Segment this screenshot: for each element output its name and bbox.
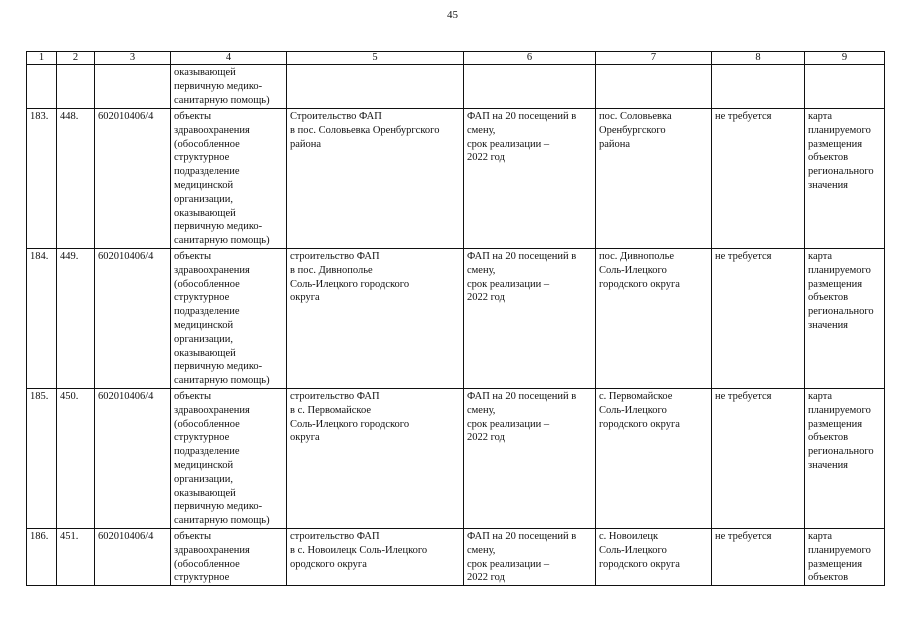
cell-index: 183. — [27, 109, 57, 249]
cell-object-type: объекты здравоохранения (обособленное структурное подразделение медицинской организации, оказывающей первичную медико- санитарную помощь) — [171, 248, 287, 388]
cell-index: 186. — [27, 528, 57, 585]
cell-number: 451. — [57, 528, 95, 585]
cell-number — [57, 65, 95, 109]
cell-name: строительство ФАП в с. Новоилецк Соль-Илецкого ородского округа — [287, 528, 464, 585]
column-number: 9 — [805, 52, 885, 65]
cell-characteristics: ФАП на 20 посещений в смену, срок реализации – 2022 год — [464, 109, 596, 249]
cell-code: 602010406/4 — [95, 109, 171, 249]
page-number: 45 — [447, 9, 458, 21]
column-number: 1 — [27, 52, 57, 65]
cell-location: с. Новоилецк Соль-Илецкого городского округа — [596, 528, 712, 585]
objects-table — [26, 51, 885, 586]
cell-map: карта планируемого размещения объектов регионального значения — [805, 248, 885, 388]
cell-index: 184. — [27, 248, 57, 388]
column-number-row — [27, 52, 885, 65]
cell-object-type: объекты здравоохранения (обособленное структурное подразделение медицинской организации, оказывающей первичную медико- санитарную помощь) — [171, 109, 287, 249]
cell-object-type: объекты здравоохранения (обособленное структурное — [171, 528, 287, 585]
cell-code: 602010406/4 — [95, 388, 171, 528]
cell-characteristics — [464, 65, 596, 109]
cell-map: карта планируемого размещения объектов регионального значения — [805, 388, 885, 528]
cell-map: карта планируемого размещения объектов — [805, 528, 885, 585]
column-number: 5 — [287, 52, 464, 65]
cell-index — [27, 65, 57, 109]
table-row — [27, 528, 885, 585]
cell-map — [805, 65, 885, 109]
cell-name: Строительство ФАП в пос. Соловьевка Оренбургского района — [287, 109, 464, 249]
cell-code: 602010406/4 — [95, 528, 171, 585]
column-number: 4 — [171, 52, 287, 65]
cell-index: 185. — [27, 388, 57, 528]
cell-number: 449. — [57, 248, 95, 388]
cell-zone: не требуется — [712, 388, 805, 528]
cell-name: строительство ФАП в пос. Дивнополье Соль-Илецкого городского округа — [287, 248, 464, 388]
column-number: 3 — [95, 52, 171, 65]
column-number: 7 — [596, 52, 712, 65]
table-row — [27, 388, 885, 528]
cell-location: пос. Соловьевка Оренбургского района — [596, 109, 712, 249]
column-number: 6 — [464, 52, 596, 65]
column-number: 2 — [57, 52, 95, 65]
cell-zone — [712, 65, 805, 109]
cell-zone: не требуется — [712, 248, 805, 388]
table-row — [27, 248, 885, 388]
column-number: 8 — [712, 52, 805, 65]
cell-location — [596, 65, 712, 109]
cell-zone: не требуется — [712, 109, 805, 249]
cell-zone: не требуется — [712, 528, 805, 585]
cell-location: с. Первомайское Соль-Илецкого городского округа — [596, 388, 712, 528]
cell-object-type: оказывающей первичную медико- санитарную помощь) — [171, 65, 287, 109]
cell-code: 602010406/4 — [95, 248, 171, 388]
cell-name — [287, 65, 464, 109]
cell-name: строительство ФАП в с. Первомайское Соль-Илецкого городского округа — [287, 388, 464, 528]
cell-characteristics: ФАП на 20 посещений в смену, срок реализации – 2022 год — [464, 248, 596, 388]
cell-characteristics: ФАП на 20 посещений в смену, срок реализации – 2022 год — [464, 528, 596, 585]
cell-map: карта планируемого размещения объектов регионального значения — [805, 109, 885, 249]
cell-code — [95, 65, 171, 109]
cell-location: пос. Дивнополье Соль-Илецкого городского округа — [596, 248, 712, 388]
table-row — [27, 109, 885, 249]
cell-object-type: объекты здравоохранения (обособленное структурное подразделение медицинской организации, оказывающей первичную медико- санитарную помощь) — [171, 388, 287, 528]
continuation-row — [27, 65, 885, 109]
cell-number: 450. — [57, 388, 95, 528]
cell-characteristics: ФАП на 20 посещений в смену, срок реализации – 2022 год — [464, 388, 596, 528]
cell-number: 448. — [57, 109, 95, 249]
